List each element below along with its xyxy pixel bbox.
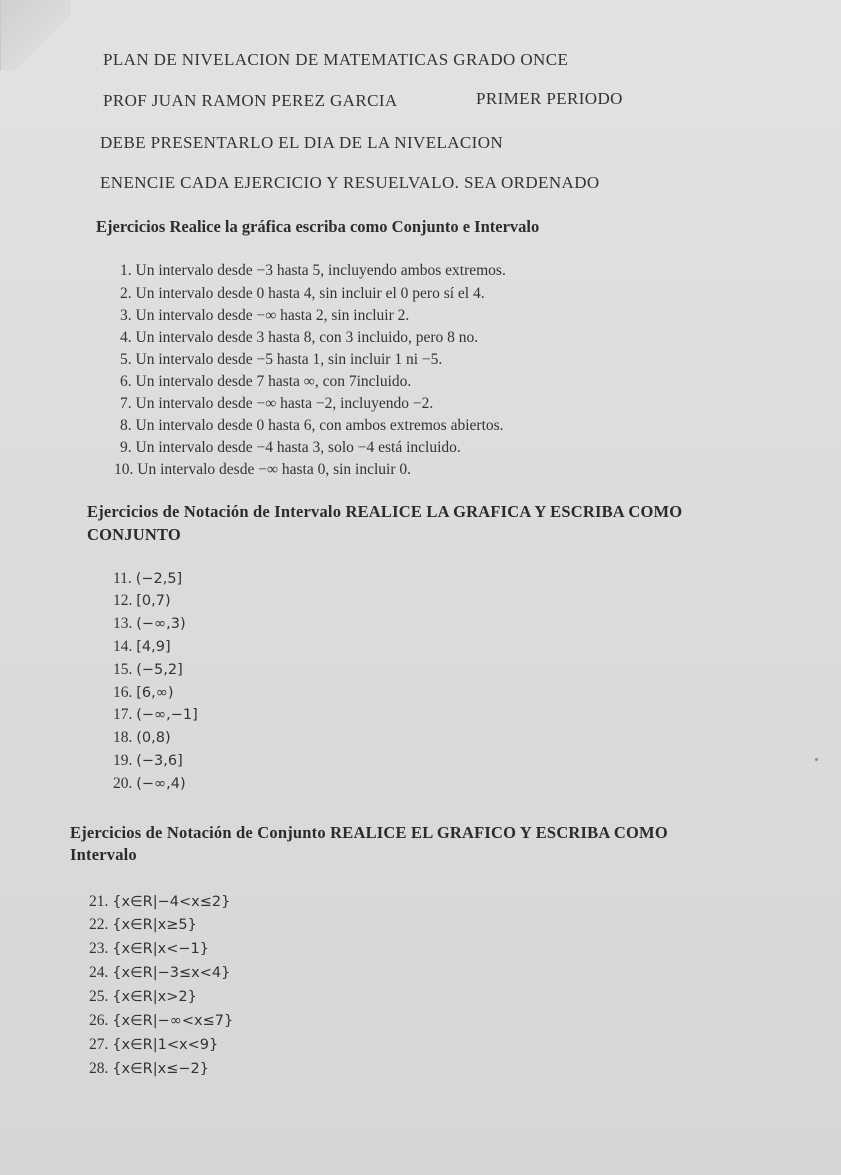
list-item	[89, 1060, 209, 1078]
item-number: 11.	[113, 570, 132, 587]
list-item	[89, 916, 197, 934]
section2-title: Ejercicios de Notación de Intervalo REALICE LA GRAFICA Y ESCRIBA COMO	[87, 502, 683, 521]
interval-expression: (−3,6]	[136, 753, 183, 769]
list-item	[89, 988, 197, 1006]
interval-expression: [0,7)	[136, 593, 171, 609]
set-expression: {x∈R|x>2}	[112, 989, 197, 1005]
set-expression: {x∈R|x≤−2}	[112, 1061, 209, 1077]
item-number: 21.	[89, 893, 109, 910]
list-item	[89, 940, 209, 958]
period-label: PRIMER PERIODO	[476, 89, 623, 108]
list-item: 6. Un intervalo desde 7 hasta ∞, con 7incluido.	[120, 373, 412, 390]
interval-expression: (−∞,3)	[136, 616, 186, 632]
list-item	[113, 729, 171, 747]
section3-title-cont: Intervalo	[70, 845, 137, 864]
item-number: 13.	[113, 615, 133, 632]
list-item: 4. Un intervalo desde 3 hasta 8, con 3 incluido, pero 8 no.	[120, 329, 479, 346]
list-item	[89, 964, 230, 982]
section1-title: Ejercicios Realice la gráfica escriba como Conjunto e Intervalo	[96, 217, 540, 236]
set-expression: {x∈R|−3≤x<4}	[112, 965, 231, 981]
interval-expression: (−∞,4)	[136, 776, 186, 792]
list-item: 2. Un intervalo desde 0 hasta 4, sin incluir el 0 pero sí el 4.	[120, 285, 485, 302]
section2-title-cont: CONJUNTO	[87, 525, 181, 544]
list-item	[113, 661, 183, 679]
list-item	[89, 893, 230, 911]
list-item: 7. Un intervalo desde −∞ hasta −2, incluyendo −2.	[120, 395, 434, 412]
interval-expression: [6,∞)	[136, 685, 174, 701]
list-item	[89, 1036, 218, 1054]
section3-title: Ejercicios de Notación de Conjunto REALICE EL GRAFICO Y ESCRIBA COMO	[70, 823, 668, 842]
item-number: 18.	[113, 729, 133, 746]
teacher-name: PROF JUAN RAMON PEREZ GARCIA	[103, 91, 398, 110]
item-number: 23.	[89, 940, 109, 957]
item-number: 16.	[113, 684, 133, 701]
item-number: 12.	[113, 592, 133, 609]
item-number: 26.	[89, 1012, 109, 1029]
interval-expression: (−5,2]	[136, 662, 183, 678]
item-number: 25.	[89, 988, 109, 1005]
interval-expression: (−2,5]	[135, 571, 183, 587]
list-item: 10. Un intervalo desde −∞ hasta 0, sin incluir 0.	[114, 461, 412, 478]
list-item	[113, 638, 171, 656]
item-number: 24.	[89, 964, 109, 981]
list-item	[113, 775, 186, 793]
set-expression: {x∈R|−4<x≤2}	[112, 894, 231, 910]
set-expression: {x∈R|−∞<x≤7}	[112, 1013, 234, 1029]
item-number: 19.	[113, 752, 133, 769]
set-expression: {x∈R|1<x<9}	[112, 1037, 219, 1053]
item-number: 22.	[89, 916, 109, 933]
item-number: 17.	[113, 706, 133, 723]
list-item	[113, 752, 183, 770]
list-item	[113, 706, 198, 724]
document-title: PLAN DE NIVELACION DE MATEMATICAS GRADO ONCE	[103, 50, 569, 69]
set-expression: {x∈R|x≥5}	[112, 917, 197, 933]
item-number: 28.	[89, 1060, 109, 1077]
list-item	[113, 615, 186, 633]
item-number: 15.	[113, 661, 133, 678]
instructions-note: ENENCIE CADA EJERCICIO Y RESUELVALO. SEA ORDENADO	[100, 173, 600, 192]
interval-expression: (−∞,−1]	[136, 707, 198, 723]
list-item	[113, 570, 182, 588]
interval-expression: (0,8)	[136, 730, 171, 746]
paper-speck	[815, 758, 818, 761]
list-item: 8. Un intervalo desde 0 hasta 6, con ambos extremos abiertos.	[120, 417, 504, 434]
item-number: 20.	[113, 775, 133, 792]
list-item	[113, 684, 173, 702]
list-item: 5. Un intervalo desde −5 hasta 1, sin incluir 1 ni −5.	[120, 351, 443, 368]
item-number: 27.	[89, 1036, 109, 1053]
list-item: 1. Un intervalo desde −3 hasta 5, incluyendo ambos extremos.	[120, 262, 506, 279]
list-item: 3. Un intervalo desde −∞ hasta 2, sin incluir 2.	[120, 307, 410, 324]
list-item	[113, 592, 171, 610]
page-fold-shadow	[0, 0, 71, 70]
item-number: 14.	[113, 638, 133, 655]
list-item: 9. Un intervalo desde −4 hasta 3, solo −4 está incluido.	[120, 439, 461, 456]
list-item	[89, 1012, 233, 1030]
set-expression: {x∈R|x<−1}	[112, 941, 209, 957]
interval-expression: [4,9]	[136, 639, 171, 655]
deadline-note: DEBE PRESENTARLO EL DIA DE LA NIVELACION	[100, 133, 504, 152]
